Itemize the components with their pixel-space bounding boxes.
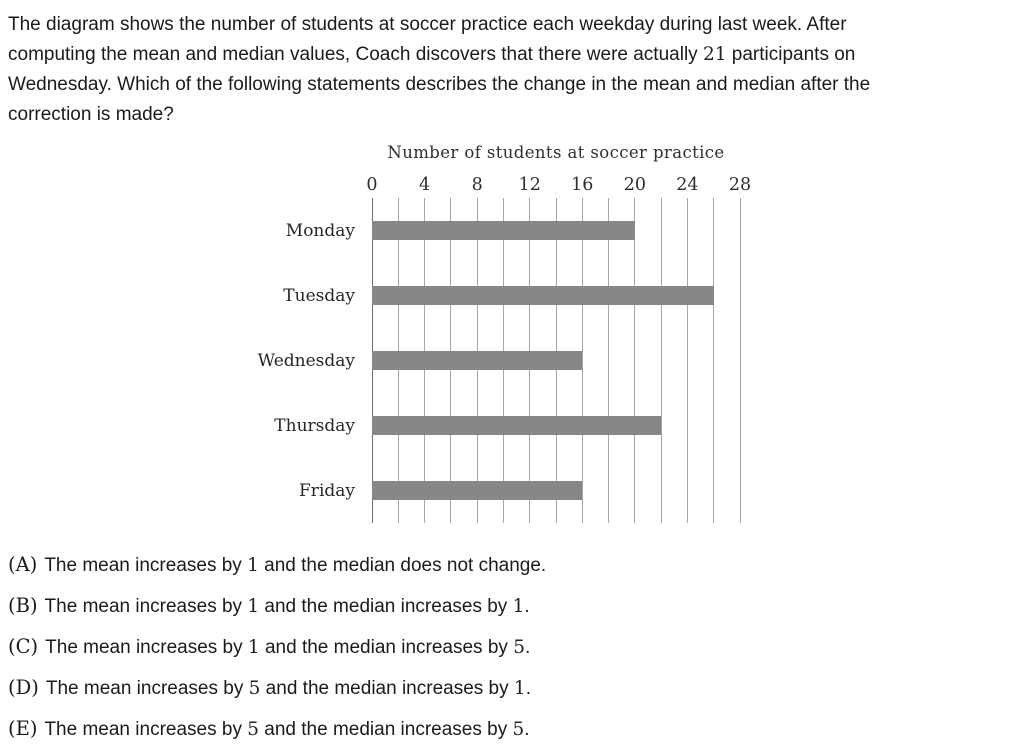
option-d-num1: 5	[248, 678, 261, 699]
option-b-mid: and the median increases by	[259, 596, 513, 617]
category-label-monday: Monday	[285, 220, 355, 241]
option-b-num1: 1	[247, 596, 260, 617]
option-a-num1: 1	[247, 555, 259, 576]
chart-title: Number of students at soccer practice	[387, 143, 725, 162]
option-e-mid: and the median increases by	[259, 719, 513, 740]
question-line-1-text: The diagram shows the number of students at soccer practice each weekday during last week. After	[8, 14, 847, 35]
option-d	[8, 675, 1002, 702]
category-label-tuesday: Tuesday	[283, 285, 355, 306]
question-line-2-post: participants on	[726, 44, 856, 65]
question-line-2-pre: computing the mean and median values, Coach discovers that there were actually	[8, 44, 703, 65]
option-d-end: .	[525, 678, 531, 699]
option-c-num2: 5	[513, 637, 525, 658]
bar-wednesday	[372, 351, 582, 370]
option-c-pre: The mean increases by	[45, 637, 248, 658]
question-line-3-text: Wednesday. Which of the following statements describes the change in the mean and median after the	[8, 74, 871, 95]
option-c	[8, 634, 1002, 661]
x-tick-label: 16	[571, 175, 594, 195]
option-d-pre: The mean increases by	[45, 678, 249, 699]
option-c-num1: 1	[247, 637, 260, 658]
x-tick-label: 8	[471, 175, 483, 195]
x-axis	[366, 162, 752, 198]
option-b-end: .	[524, 596, 530, 617]
x-tick-label: 28	[728, 175, 752, 195]
question-line-1	[8, 10, 1002, 40]
question-line-2	[8, 40, 1002, 70]
question-text	[0, 0, 1010, 130]
bar-row-monday	[372, 198, 740, 263]
option-a-pre: The mean increases by	[44, 555, 248, 576]
bar-friday	[372, 481, 582, 500]
plot-area	[372, 198, 740, 523]
category-label-friday: Friday	[299, 480, 355, 501]
option-a-mid: and the median does not change.	[258, 555, 547, 576]
option-e	[8, 716, 1002, 743]
question-line-4	[8, 100, 1002, 130]
bar-row-thursday	[372, 393, 740, 458]
category-label-wednesday: Wednesday	[257, 350, 355, 371]
option-e-num1: 5	[247, 719, 259, 740]
x-tick-label: 12	[518, 175, 541, 195]
option-e-label: (E)	[8, 717, 38, 740]
option-b-pre: The mean increases by	[44, 596, 248, 617]
question-line-4-text: correction is made?	[8, 104, 174, 125]
question-line-3	[8, 70, 1002, 100]
option-e-pre: The mean increases by	[44, 719, 248, 740]
x-tick-label: 0	[366, 175, 378, 195]
option-a-label: (A)	[8, 553, 38, 576]
option-c-mid: and the median increases by	[259, 637, 514, 658]
bar-row-wednesday	[372, 328, 740, 393]
option-c-label: (C)	[8, 635, 39, 658]
option-d-mid: and the median increases by	[260, 678, 514, 699]
bar-row-friday	[372, 458, 740, 523]
option-a	[8, 552, 1002, 579]
answer-options	[8, 552, 1002, 743]
bar-tuesday	[372, 286, 714, 305]
option-b-num2: 1	[512, 596, 525, 617]
option-b-label: (B)	[8, 594, 38, 617]
chart-body	[0, 198, 1010, 523]
category-labels	[0, 198, 372, 523]
bar-thursday	[372, 416, 661, 435]
option-e-num2: 5	[512, 719, 525, 740]
x-tick-label: 20	[623, 175, 646, 195]
bar-monday	[372, 221, 635, 240]
option-c-end: .	[524, 637, 531, 658]
category-label-thursday: Thursday	[274, 415, 355, 436]
x-tick-label: 4	[418, 175, 431, 195]
faint-artifact-dots: ····	[886, 688, 982, 702]
option-e-end: .	[524, 719, 530, 740]
option-d-label: (D)	[8, 676, 39, 699]
bar-chart	[0, 143, 1010, 523]
x-tick-label: 24	[676, 175, 699, 195]
math-number-21: 21	[702, 44, 727, 65]
option-b	[8, 593, 1002, 620]
option-d-num2: 1	[513, 678, 526, 699]
bar-row-tuesday	[372, 263, 740, 328]
